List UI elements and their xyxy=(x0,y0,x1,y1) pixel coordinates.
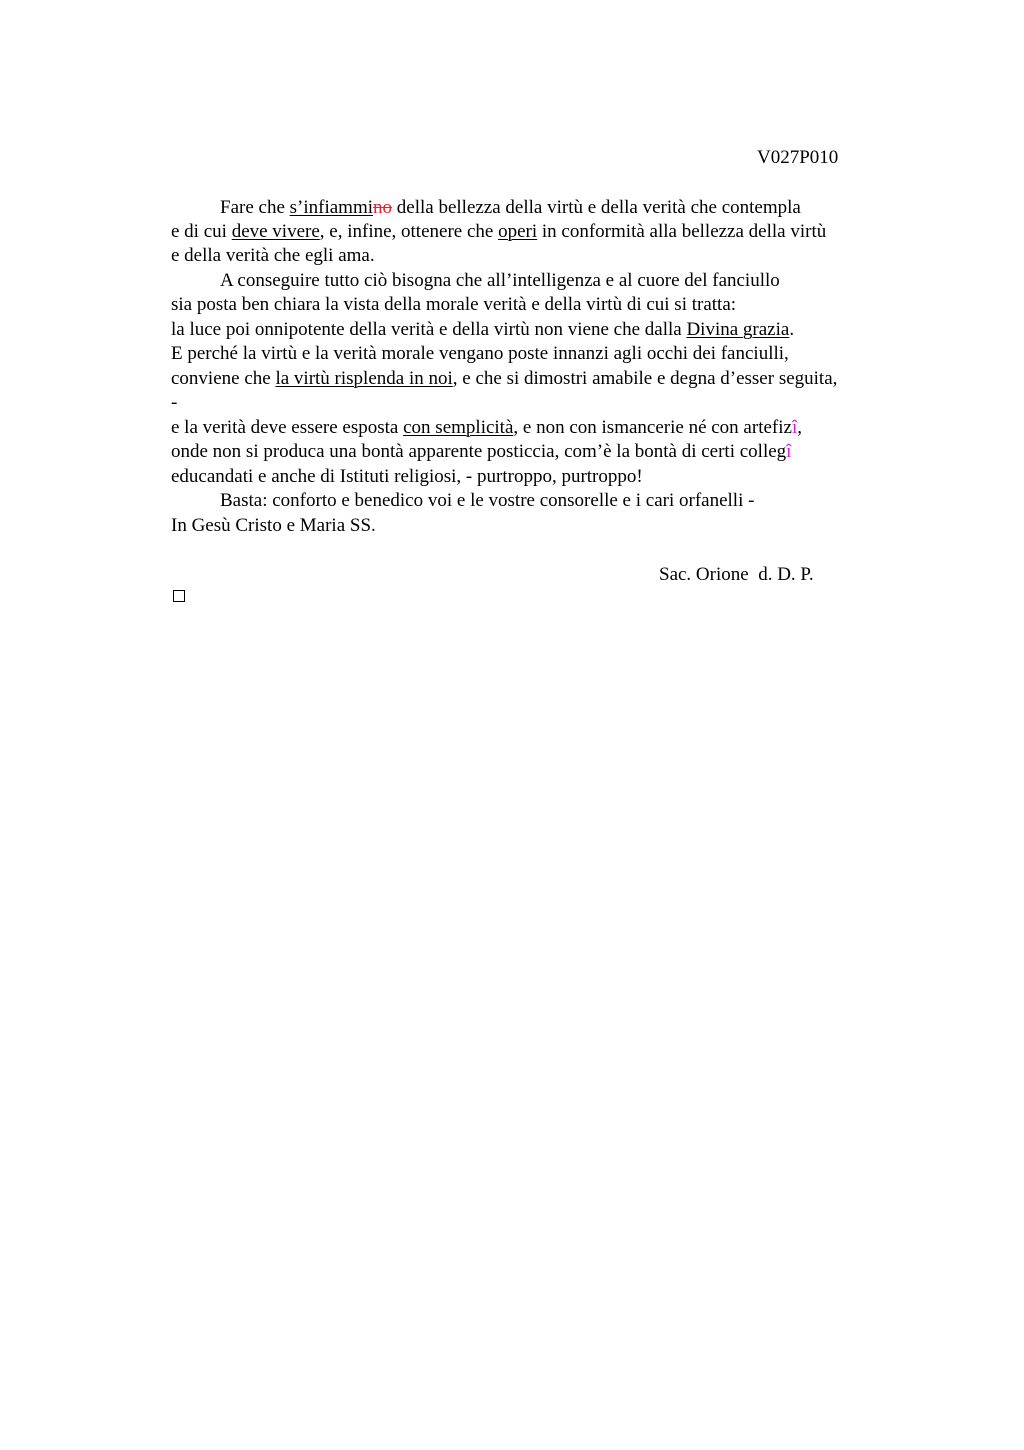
variant-mark: î xyxy=(791,417,798,438)
text-line-5: sia posta ben chiara la vista della morale verità e della virtù di cui si tratta: xyxy=(171,294,737,315)
text-span: , xyxy=(797,417,802,438)
text-line-12: educandati e anche di Istituti religiosi, - purtroppo, purtroppo! xyxy=(171,466,643,487)
text-line-14: In Gesù Cristo e Maria SS. xyxy=(171,515,376,536)
text-line-3: e della verità che egli ama. xyxy=(171,245,375,266)
text-span: , e che si dimostri amabile e degna d’esser seguita, xyxy=(452,368,838,389)
text-line-9: - xyxy=(171,392,178,413)
text-line-6 xyxy=(171,318,794,342)
text-span: e la verità deve essere esposta xyxy=(171,417,404,438)
text-span: . xyxy=(789,319,795,340)
text-line-7: E perché la virtù e la verità morale vengano poste innanzi agli occhi dei fanciulli, xyxy=(171,343,789,364)
text-span: conviene che xyxy=(171,368,276,389)
text-span: , e, infine, ottenere che xyxy=(319,221,499,242)
text-span: Fare che xyxy=(220,197,290,218)
deleted-text: no xyxy=(373,197,393,218)
text-line-1 xyxy=(220,196,801,220)
underlined-phrase: con semplicità xyxy=(403,417,514,438)
reference-code: V027P010 xyxy=(757,147,839,168)
underlined-word: operi xyxy=(498,221,538,242)
text-line-10 xyxy=(171,416,802,440)
checkbox-square-icon xyxy=(173,590,185,602)
text-span: in conformità alla bellezza della virtù xyxy=(537,221,827,242)
underlined-phrase: deve vivere xyxy=(231,221,320,242)
underlined-phrase: Divina grazia xyxy=(686,319,790,340)
text-span: onde non si produca una bontà apparente posticcia, com’è la bontà di certi colleg xyxy=(171,441,787,462)
text-line-13: Basta: conforto e benedico voi e le vostre consorelle e i cari orfanelli - xyxy=(220,490,755,511)
text-span: della bellezza della virtù e della verità che contempla xyxy=(392,197,801,218)
text-line-11 xyxy=(171,440,791,464)
variant-mark: î xyxy=(786,441,792,462)
underlined-word: s’infiammi xyxy=(289,197,374,218)
underlined-phrase: la virtù risplenda in noi xyxy=(275,368,453,389)
text-line-2 xyxy=(171,220,826,244)
text-span: , e non con ismancerie né con artefiz xyxy=(513,417,792,438)
text-span: la luce poi onnipotente della verità e della virtù non viene che dalla xyxy=(171,319,687,340)
text-line-8 xyxy=(171,367,837,391)
signature: Sac. Orione d. D. P. xyxy=(659,564,814,585)
text-line-4: A conseguire tutto ciò bisogna che all’intelligenza e al cuore del fanciullo xyxy=(220,270,780,291)
text-span: e di cui xyxy=(171,221,232,242)
